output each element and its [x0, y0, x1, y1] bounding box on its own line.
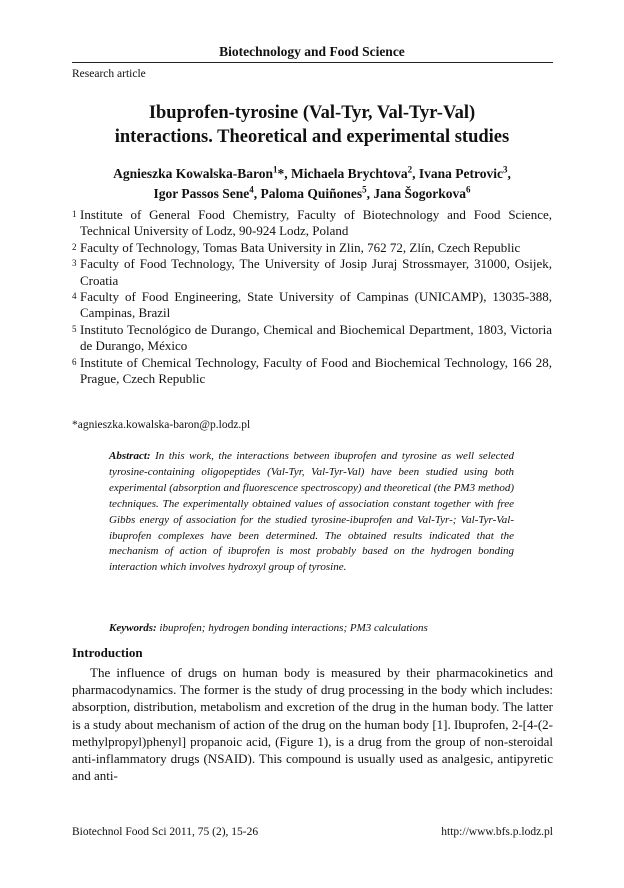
affiliation-text: Instituto Tecnológico de Durango, Chemical and Biochemical Department, 1803, Victoria de Durango, México [80, 321, 552, 354]
author-affil-mark: 2 [407, 164, 413, 175]
paper-title-line-1: Ibuprofen-tyrosine (Val-Tyr, Val-Tyr-Val) [148, 103, 476, 123]
affiliation-item [72, 240, 552, 256]
paper-title [72, 101, 552, 149]
paper-title-line-2: interactions. Theoretical and experimental studies [114, 127, 510, 147]
keywords-label: Keywords: [109, 622, 157, 634]
affiliation-text: Institute of General Food Chemistry, Faculty of Biotechnology and Food Science, Technical University of Lodz, 90-924 Lodz, Poland [80, 207, 552, 239]
affiliation-text: Faculty of Food Technology, The University of Josip Juraj Strossmayer, 31000, Osijek, Croatia [80, 256, 552, 288]
affiliation-text: Faculty of Technology, Tomas Bata University in Zlin, 762 72, Zlín, Czech Republic [80, 239, 521, 255]
affiliation-number: 3 [72, 258, 77, 269]
affiliation-text: Faculty of Food Engineering, State University of Campinas (UNICAMP), 13035-388, Campinas, Brazil [80, 289, 552, 321]
affiliation-number: 6 [72, 356, 77, 367]
affiliation-list [72, 207, 552, 387]
abstract [109, 449, 514, 576]
author-affil-mark: 4 [249, 184, 254, 195]
footer-citation: Biotechnol Food Sci 2011, 75 (2), 15-26 [72, 826, 259, 838]
affiliation-item [72, 256, 552, 289]
affiliation-text: Institute of Chemical Technology, Faculty of Food and Biochemical Technology, 166 28, Prague, Czech Republic [80, 354, 552, 387]
affiliation-item [72, 289, 552, 322]
affiliation-number: 4 [72, 291, 77, 302]
footer-url[interactable]: http://www.bfs.p.lodz.pl [441, 826, 553, 838]
author-name: Jana Šogorkova [373, 186, 467, 201]
author-name: Ivana Petrovic [418, 166, 503, 181]
header-rule [72, 62, 553, 63]
corresponding-email[interactable]: *agnieszka.kowalska-baron@p.lodz.pl [72, 419, 251, 431]
author-affil-mark: 3 [503, 164, 508, 175]
author-line-2: Igor Passos Sene$^4$, Paloma Quiñones$^5$, Jana Šogorkova$^6$ [153, 184, 471, 201]
author-list [72, 164, 552, 204]
article-type: Research article [72, 68, 146, 80]
keywords [109, 622, 514, 634]
keywords-text: ibuprofen; hydrogen bonding interactions; PM3 calculations [156, 622, 428, 634]
author-name: Igor Passos Sene [153, 186, 250, 201]
section-heading-introduction: Introduction [72, 645, 143, 660]
affiliation-item [72, 322, 552, 355]
abstract-label: Abstract: [109, 450, 151, 462]
author-name: Michaela Brychtova [291, 166, 408, 181]
author-affil-mark: 1 [273, 164, 278, 175]
introduction-paragraph: The influence of drugs on human body is measured by their pharmacokinetics and pharmacodynamics. The former is the study of drug processing in the body which includes: absorption, distribution, metabolism and excretion of the drug in the human body. The latter is a study about mechanism of action of the drug on the human body [1]. Ibuprofen, 2-[4-(2-methylpropyl)phenyl] propanoic acid, (Figure 1), is a drug from the group of non-steroidal anti-inflammatory drugs (NSAID). This compound is usually used as analgesic, antipyretic and anti- [72, 665, 553, 784]
affiliation-number: 1 [72, 209, 77, 219]
affiliation-number: 2 [72, 241, 77, 252]
journal-title: Biotechnology and Food Science [219, 44, 405, 59]
author-name: Paloma Quiñones [260, 186, 363, 201]
affiliation-number: 5 [72, 323, 77, 334]
affiliation-item [72, 355, 552, 388]
author-affil-mark: 6 [466, 184, 471, 195]
author-line-1: Agnieszka Kowalska-Baron$^1$*, Michaela Brychtova$^2$, Ivana Petrovic$^3$, [113, 164, 511, 181]
affiliation-item [72, 207, 552, 240]
author-affil-mark: 5 [362, 184, 367, 195]
abstract-text: In this work, the interactions between ibuprofen and tyrosine as well selected tyrosine-containing oligopeptides (Val-Tyr, Val-Tyr-Val) have been studied using both experimental (absorption and fluorescence spectroscopy) and theoretical (the PM3 method) techniques. The experimentally obtained values of association constant together with free Gibbs energy of association for the studied tyrosine-ibuprofen and Val-Tyr-; Val-Tyr-Val-ibuprofen complexes have been determined. The obtained results indicated that the mechanism of action of ibuprofen is most probably based on the hydrogen bonding interaction which involves hydroxyl group of tyrosine. [109, 450, 514, 574]
author-name: Agnieszka Kowalska-Baron [113, 166, 274, 181]
